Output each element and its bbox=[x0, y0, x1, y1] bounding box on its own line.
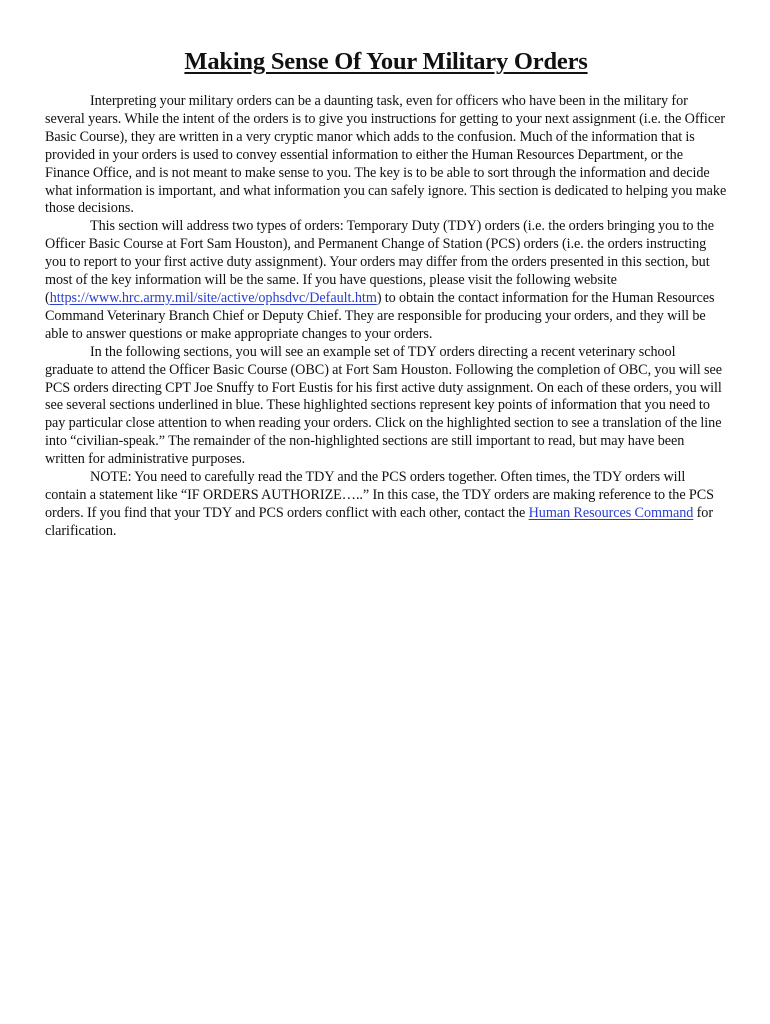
hrc-contact-link[interactable]: Human Resources Command bbox=[528, 504, 694, 521]
document-page bbox=[45, 44, 727, 541]
paragraph-intro-text: Interpreting your military orders can be a daunting task, even for officers who have been in the military for several years. While the intent of the orders is to give you instructions for getting to your next assignment (i.e. the Officer Basic Course), they are written in a very cryptic manor which adds to the confusion. Much of the information that is provided in your orders is used to convey essential information to either the Human Resources Department, or the Finance Office, and is not meant to make sense to you. The key is to be able to sort through the information and decide what information is important, and what information you can safely ignore. This section is dedicated to helping you make those decisions. bbox=[45, 93, 727, 217]
hrc-website-link[interactable]: https://www.hrc.army.mil/site/active/ophsdvc/Default.htm bbox=[49, 289, 377, 306]
paragraph-order-types-text-before: This section will address two types of orders: Temporary Duty (TDY) orders (i.e. the orders bringing you to the Officer Basic Course at Fort Sam Houston), and Permanent Change of Station (PCS) orders (i.e. the orders instructing you to report to your first active duty assignment). Your orders may differ from the orders presented in this section, but most of the key information will be the same. If you have questions, please visit the following website ( bbox=[45, 218, 714, 306]
paragraph-intro bbox=[45, 93, 727, 218]
paragraph-note-text-before: NOTE: You need to carefully read the TDY and the PCS orders together. Often times, the TDY orders will contain a statement like “IF ORDERS AUTHORIZE…..” In this case, the TDY orders are making reference to the PCS orders. If you find that your TDY and PCS orders conflict with each other, contact the bbox=[45, 469, 714, 521]
paragraph-note bbox=[45, 469, 727, 541]
paragraph-note-text-after: for clarification. bbox=[45, 504, 714, 539]
page-title: Making Sense Of Your Military Orders bbox=[184, 48, 588, 75]
paragraph-sections-guide-text: In the following sections, you will see an example set of TDY orders directing a recent veterinary school graduate to attend the Officer Basic Course (OBC) at Fort Sam Houston. Following the completion of OBC, you will see PCS orders directing CPT Joe Snuffy to Fort Eustis for his first active duty assignment. On each of these orders, you will see several sections underlined in blue. These highlighted sections represent key points of information that you need to pay particular close attention to when reading your orders. Click on the highlighted section to see a translation of the line into “civilian-speak.” The remainder of the non-highlighted sections are still important to read, but may have been written for administrative purposes. bbox=[45, 343, 722, 468]
paragraph-sections-guide bbox=[45, 344, 727, 469]
paragraph-order-types-text-after: ) to obtain the contact information for the Human Resources Command Veterinary Branch Chief or Deputy Chief. They are responsible for producing your orders, and they will be able to answer questions or make appropriate changes to your orders. bbox=[45, 289, 715, 342]
paragraph-order-types bbox=[45, 218, 727, 343]
